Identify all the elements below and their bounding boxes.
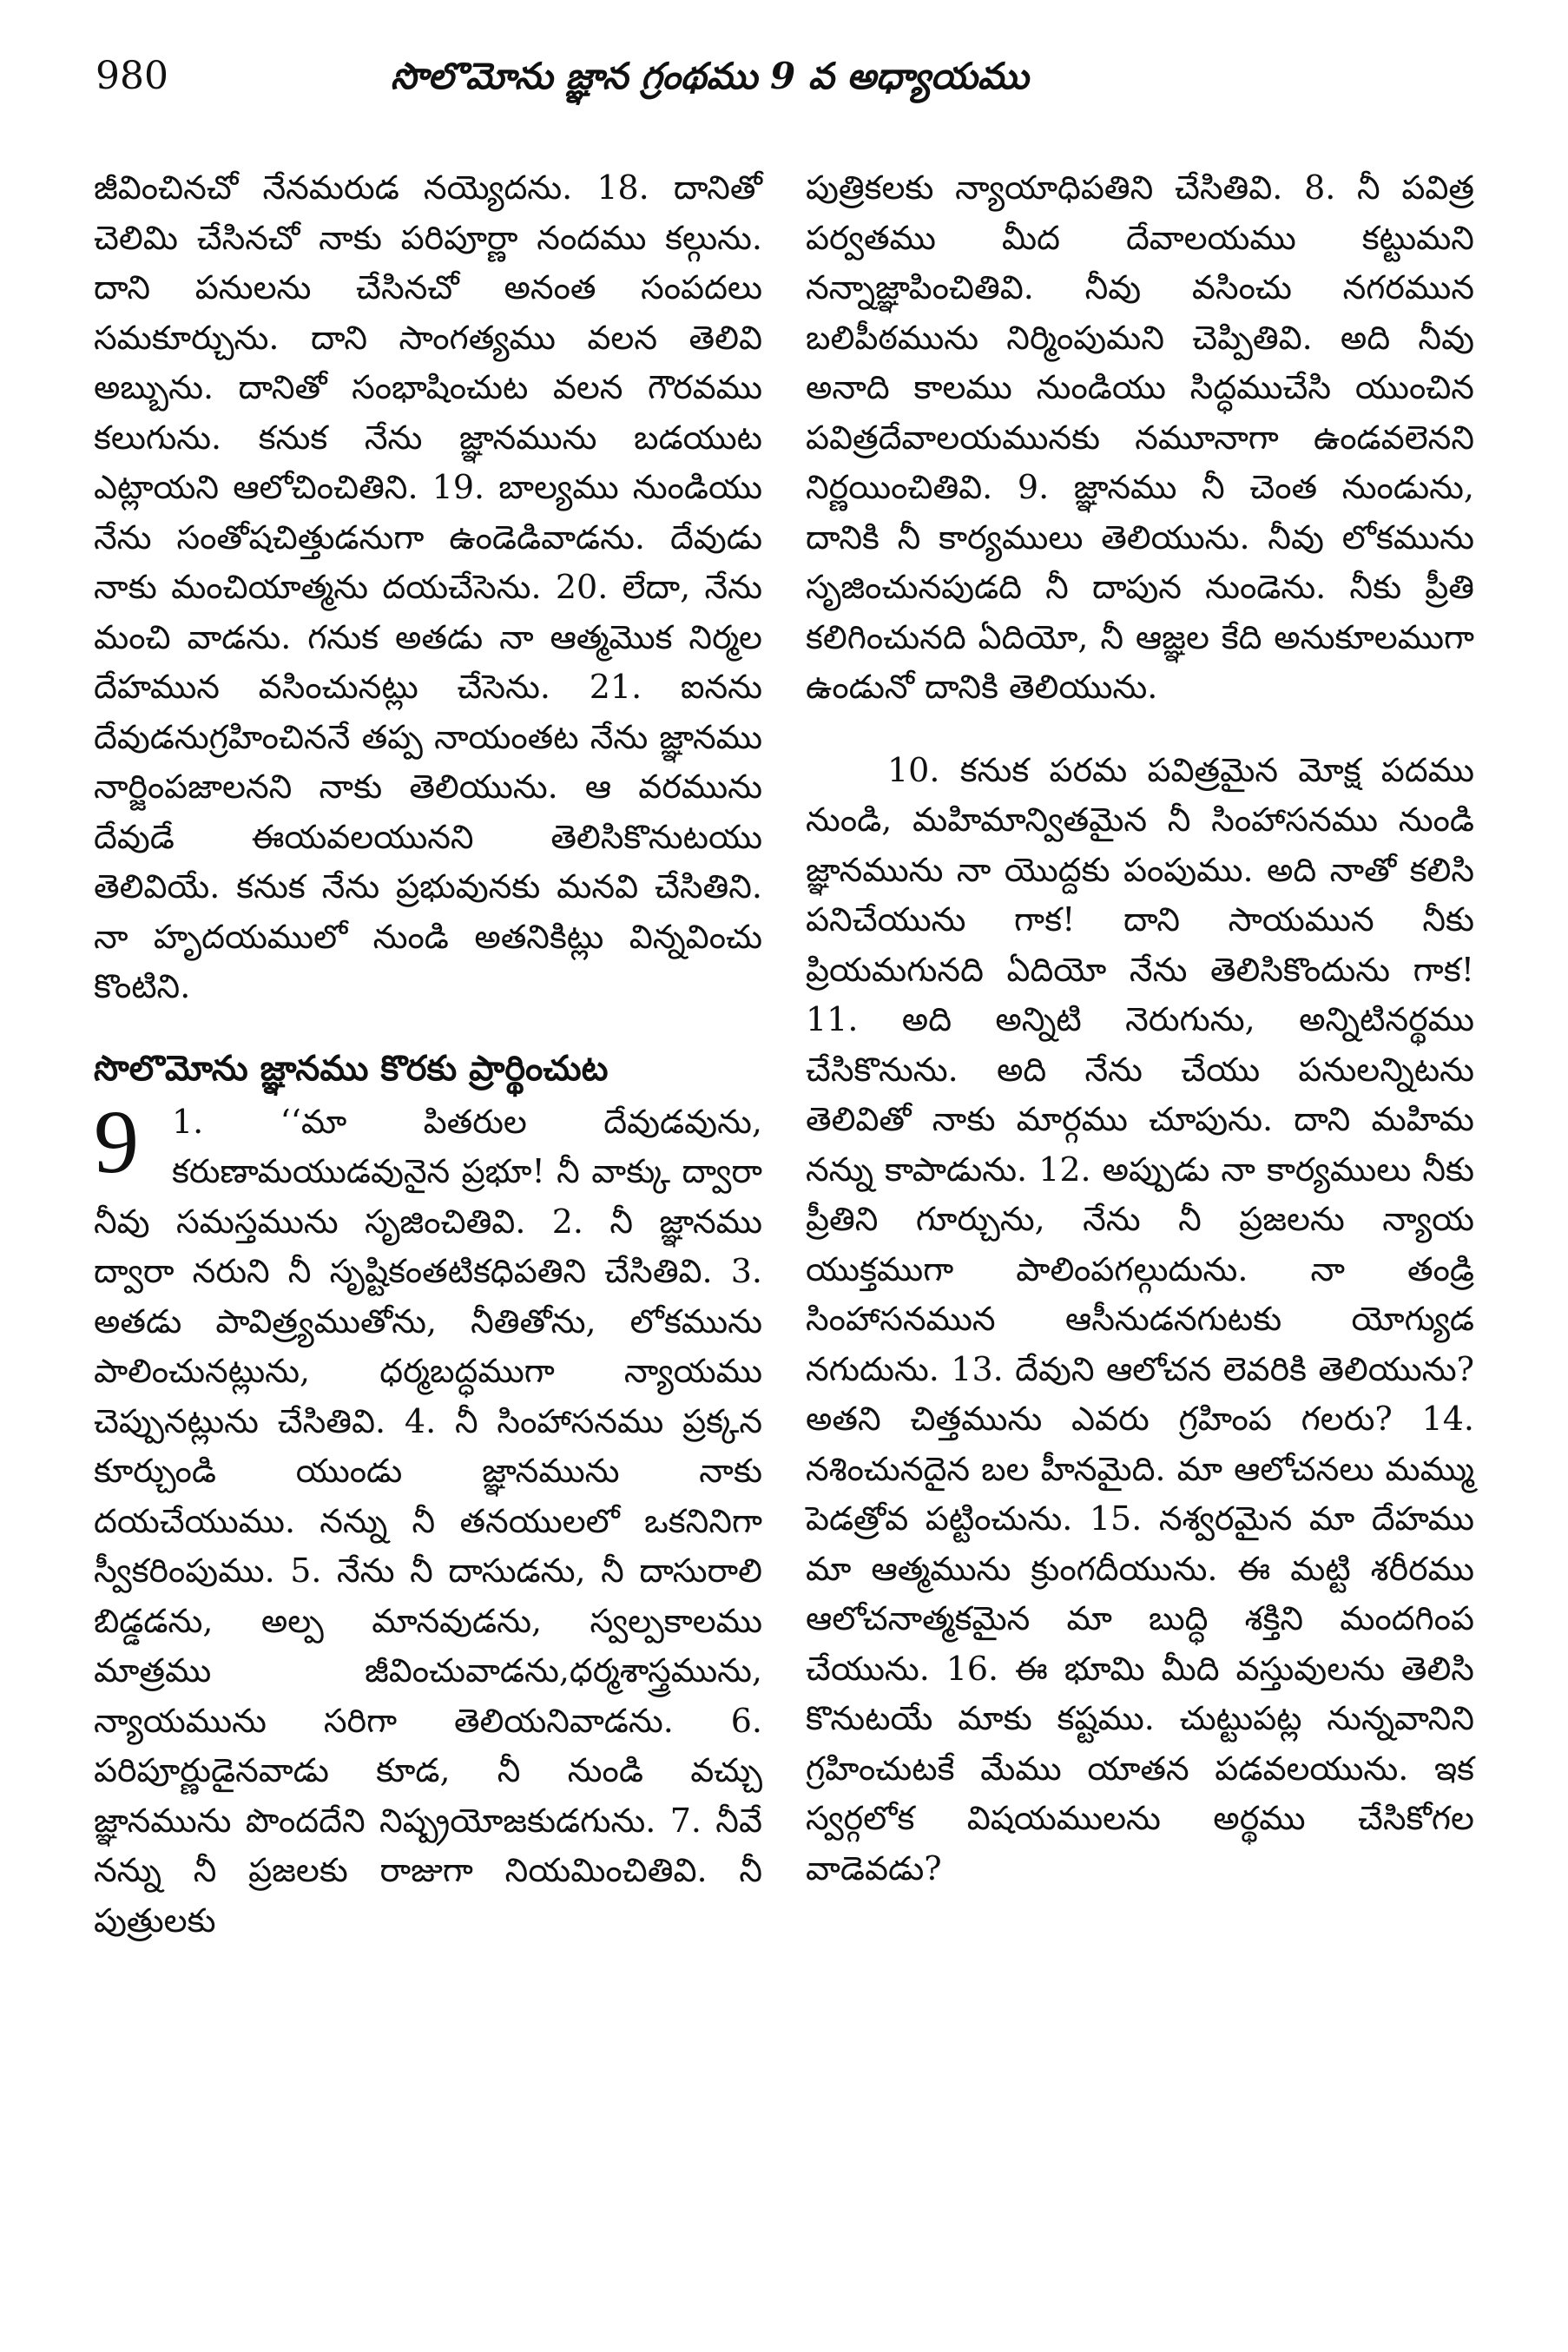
chapter-number: 9 bbox=[94, 1091, 139, 1192]
right-column bbox=[806, 163, 1474, 1894]
paragraph: పుత్రికలకు న్యాయాధిపతిని చేసితివి. 8. నీ పవిత్ర పర్వతము మీద దేవాలయము కట్టుమని నన్నాజ్ఞాపించితివి. నీవు వసించు నగరమున బలిపీఠమును నిర్మింపుమని చెప్పితివి. అది నీవు అనాది కాలము నుండియు సిద్ధముచేసి యుంచిన పవిత్రదేవాలయమునకు నమూనాగా ఉండవలెనని నిర్ణయించితివి. 9. జ్ఞానము నీ చెంత నుండును, దానికి నీ కార్యములు తెలియును. నీవు లోకమును సృజించునపుడది నీ దాపున నుండెను. నీకు ప్రీతి కలిగించునది ఏదియో, నీ ఆజ్ఞల కేది అనుకూలముగా ఉండునో దానికి తెలియును. bbox=[806, 168, 1474, 706]
paragraph: 10. కనుక పరమ పవిత్రమైన మోక్ష పదము నుండి, మహిమాన్వితమైన నీ సింహాసనము నుండి జ్ఞానమును నా యొద్దకు పంపుము. అది నాతో కలిసి పనిచేయును గాక! దాని సాయమున నీకు ప్రియమగునది ఏదియో నేను తెలిసికొందును గాక! 11. అది అన్నిటి నెరుగును, అన్నిటినర్థము చేసికొనును. అది నేను చేయు పనులన్నిటను తెలివితో నాకు మార్గము చూపును. దాని మహిమ నన్ను కాపాడును. 12. అప్పుడు నా కార్యములు నీకు ప్రీతిని గూర్చును, నేను నీ ప్రజలను న్యాయ యుక్తముగా పాలింపగల్గుదును. నా తండ్రి సింహాసనమున ఆసీనుడనగుటకు యోగ్యుడ నగుదును. 13. దేవుని ఆలోచన లెవరికి తెలియును? అతని చిత్తమును ఎవరు గ్రహింప గలరు? 14. నశించునదైన బల హీనమైది. మా ఆలోచనలు మమ్ము పెడత్రోవ పట్టించును. 15. నశ్వరమైన మా దేహము మా ఆత్మమును క్రుంగదీయును. ఈ మట్టి శరీరము ఆలోచనాత్మకమైన మా బుద్ధి శక్తిని మందగింప చేయును. 16. ఈ భూమి మీది వస్తువులను తెలిసి కొనుటయే మాకు కష్టము. చుట్టుపట్ల నున్నవానిని గ్రహించుటకే మేము యాతన పడవలయును. ఇక స్వర్గలోక విషయములను అర్థము చేసికోగల వాడెవడు? bbox=[806, 750, 1474, 1888]
paragraph: జీవించినచో నేనమరుడ నయ్యెదను. 18. దానితో చెలిమి చేసినచో నాకు పరిపూర్ణా నందము కల్గును. దాని పనులను చేసినచో అనంత సంపదలు సమకూర్చును. దాని సాంగత్యము వలన తెలివి అబ్బును. దానితో సంభాషించుట వలన గౌరవము కలుగును. కనుక నేను జ్ఞానమును బడయుట ఎట్లాయని ఆలోచించితిని. 19. బాల్యము నుండియు నేను సంతోషచిత్తుడనుగా ఉండెడివాడను. దేవుడు నాకు మంచియాత్మను దయచేసెను. 20. లేదా, నేను మంచి వాడను. గనుక అతడు నా ఆత్మమొక నిర్మల దేహమున వసించునట్లు చేసెను. 21. ఐనను దేవుడనుగ్రహించిననే తప్ప నాయంతట నేను జ్ఞానము నార్జింపజాలనని నాకు తెలియును. ఆ వరమును దేవుడే ఈయవలయునని తెలిసికొనుటయు తెలివియే. కనుక నేను ప్రభువునకు మనవి చేసితిని. నా హృదయములో నుండి అతనికిట్లు విన్నవించు కొంటిని. bbox=[94, 168, 762, 1005]
paragraph-text: 1. ‘‘మా పితరుల దేవుడవును, కరుణామయుడవునైన ప్రభూ! నీ వాక్కు ద్వారా నీవు సమస్తమును సృజించితివి. 2. నీ జ్ఞానము ద్వారా నరుని నీ సృష్టికంతటికధిపతిని చేసితివి. 3. అతడు పావిత్ర్యముతోను, నీతితోను, లోకమును పాలించునట్లును, ధర్మబద్ధముగా న్యాయము చెప్పునట్లును చేసితివి. 4. నీ సింహాసనము ప్రక్కన కూర్చుండి యుండు జ్ఞానమును నాకు దయచేయుము. నన్ను నీ తనయులలో ఒకనినిగా స్వీకరింపుము. 5. నేను నీ దాసుడను, నీ దాసురాలి బిడ్డడను, అల్ప మానవుడను, స్వల్పకాలము మాత్రము జీవించువాడను,ధర్మశాస్త్రమును, న్యాయమును సరిగా తెలియనివాడను. 6. పరిపూర్ణుడైనవాడు కూడ, నీ నుండి వచ్చు జ్ఞానమును పొందదేని నిష్ప్రయోజకుడగును. 7. నీవే నన్ను నీ ప్రజలకు రాజుగా నియమించితివి. నీ పుత్రులకు bbox=[94, 1102, 762, 1940]
running-title: సొలొమోను జ్ఞాన గ్రంథము 9 వ అధ్యాయము bbox=[391, 55, 1029, 97]
left-column bbox=[94, 163, 762, 1946]
chapter-opening-paragraph bbox=[94, 1091, 762, 1947]
section-heading: సొలొమోను జ్ఞానము కొరకు ప్రార్థించుట bbox=[94, 1047, 609, 1089]
page-number: 980 bbox=[96, 54, 168, 98]
